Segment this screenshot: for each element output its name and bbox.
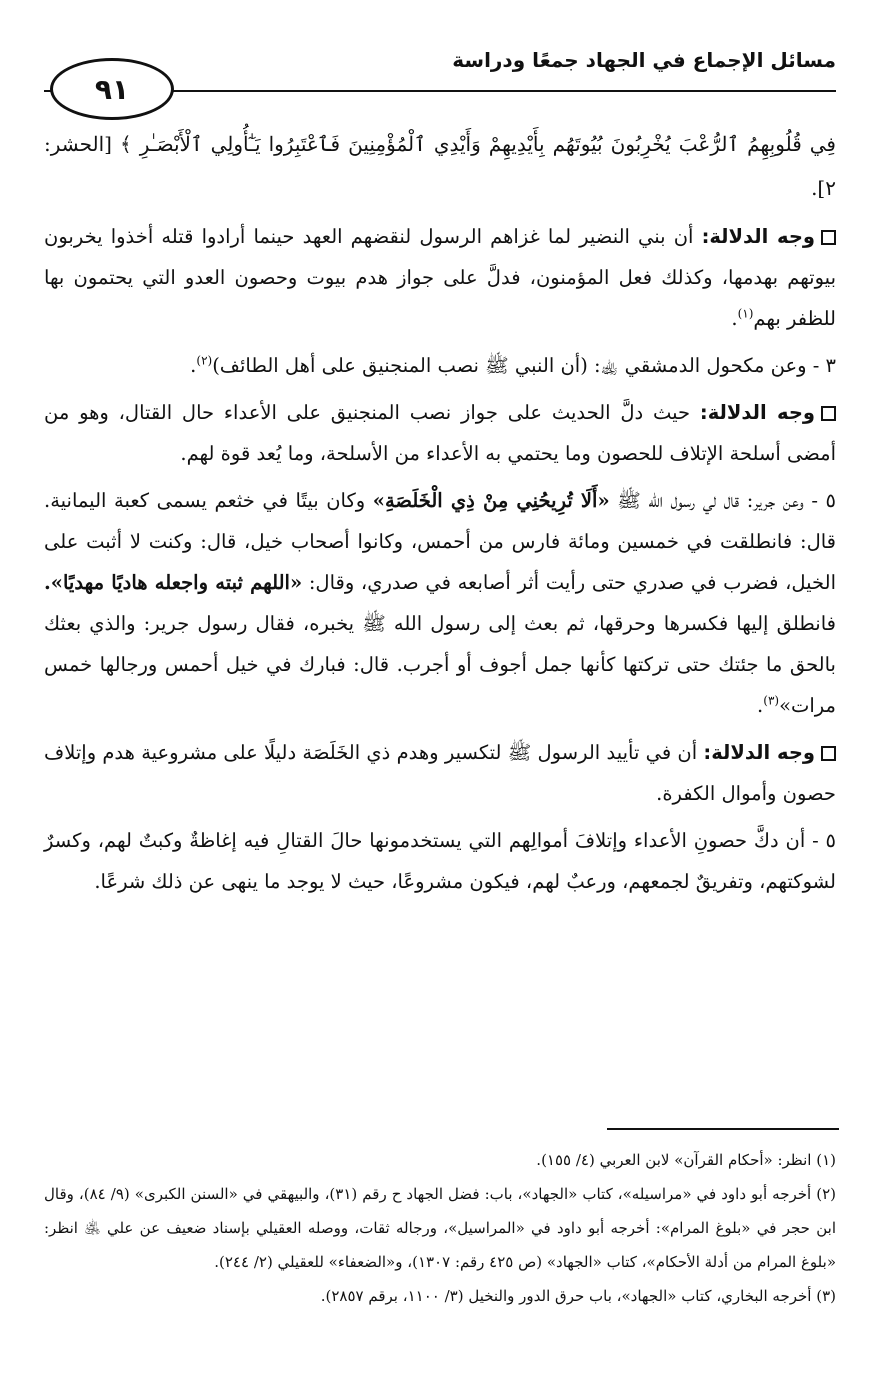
paragraph-text: ٣ - وعن مكحول الدمشقي ﵀: (أن النبي ﷺ نصب المنجنيق على أهل الطائف) bbox=[212, 354, 836, 377]
dalala-label: وجه الدلالة: bbox=[703, 741, 815, 764]
hadith-quote: «أَلَا تُرِيحُنِي مِنْ ذِي الْخَلَصَةِ» bbox=[372, 489, 610, 512]
footnote-ref: (٢) bbox=[196, 353, 213, 368]
paragraph-text: فانطلق إليها فكسرها وحرقها، ثم بعث إلى رسول الله ﷺ يخبره، فقال رسول جرير: والذي بعثك بالحق ما جئتك حتى تركتها كأنها جمل أجوف أو أجرب. قال: فبارك في خيل أحمس ورجالها خمس مرات» bbox=[44, 612, 836, 717]
paragraph-hadith-makhul bbox=[44, 345, 836, 386]
footnote-1: (١) انظر: «أحكام القرآن» لابن العربي (٤/ ١٥٥). bbox=[536, 1151, 836, 1169]
paragraph-text: ٥ - وعن جرير: قال لي رسول الله ﷺ bbox=[617, 489, 837, 512]
dalala-label: وجه الدلالة: bbox=[701, 225, 815, 248]
footnote-ref: (١) bbox=[737, 306, 754, 321]
footnotes bbox=[44, 1143, 836, 1313]
footnote-separator bbox=[607, 1128, 839, 1130]
hadith-quote: «اللهم ثبته واجعله هاديًا مهديًا». bbox=[44, 571, 303, 594]
paragraph-text: أن في تأييد الرسول ﷺ لتكسير وهدم ذي الخَلَصَة دليلًا على مشروعية هدم وإتلاف حصون وأموال الكفرة. bbox=[44, 741, 836, 805]
paragraph-dalala-1 bbox=[44, 216, 836, 339]
punctuation: . bbox=[190, 354, 197, 377]
paragraph-hadith-jarir bbox=[44, 480, 836, 726]
paragraph-dalala-2 bbox=[44, 392, 836, 474]
paragraph-dalala-3 bbox=[44, 732, 836, 814]
dalala-label: وجه الدلالة: bbox=[699, 401, 815, 424]
paragraph-text: أن بني النضير لما غزاهم الرسول لنقضهم العهد حينما أرادوا قتله أخذوا يخربون بيوتهم بهدمها، وكذلك فعل المؤمنون، فدلَّ على جواز هدم بيوت وحصون العدو التي يحتمون بها للظفر بهم bbox=[44, 225, 836, 330]
main-text bbox=[44, 122, 836, 908]
punctuation: . bbox=[731, 307, 738, 330]
paragraph-point-5: ٥ - أن دكَّ حصونِ الأعداء وإتلافَ أموالِهم التي يستخدمونها حالَ القتالِ فيه إغاظةٌ وكبتٌ لهم، وكسرٌ لشوكتهم، وتفريقٌ لجمعهم، ورعبٌ لهم، فيكون مشروعًا، حيث لا يوجد ما ينهى عن ذلك شرعًا. bbox=[44, 829, 836, 893]
box-icon bbox=[821, 406, 836, 421]
footnote-2: (٢) أخرجه أبو داود في «مراسيله»، كتاب «الجهاد»، باب: فضل الجهاد ح رقم (٣١)، والبيهقي في «السنن الكبرى» (٩/ ٨٤)، وقال ابن حجر في «بلوغ المرام»: أخرجه أبو داود في «المراسيل»، ورجاله ثقات، ووصله العقيلي بإسناد ضعيف عن علي ﵁ انظر: «بلوغ المرام من أدلة الأحكام»، كتاب «الجهاد» (ص ٤٢٥ رقم: ١٣٠٧)، و«الضعفاء» للعقيلي (٢/ ٢٤٤). bbox=[44, 1185, 836, 1271]
punctuation: . bbox=[757, 694, 764, 717]
footnote-ref: (٣) bbox=[763, 693, 780, 708]
paragraph-text: حيث دلَّ الحديث على جواز نصب المنجنيق على الأعداء حال القتال، وهو من أمضى أسلحة الإتلاف للحصون وما يحتمي به الأعداء من الأسلحة، وما يُعد قوة لهم. bbox=[44, 401, 836, 465]
box-icon bbox=[821, 230, 836, 245]
footnote-3: (٣) أخرجه البخاري، كتاب «الجهاد»، باب حرق الدور والنخيل (٣/ ١١٠٠، برقم ٢٨٥٧). bbox=[320, 1287, 836, 1305]
quran-verse: فِي قُلُوبِهِمُ ٱلرُّعْبَ يُخْرِبُونَ بُيُوتَهُم بِأَيْدِيهِمْ وَأَيْدِي ٱلْمُؤْمِنِينَ فَٱعْتَبِرُوا يَـٰٓأُولِي ٱلْأَبْصَـٰرِ ﴾ [الحشر: ٢]. bbox=[44, 132, 836, 200]
paragraph-text: وكان بيتًا في خثعم يسمى كعبة اليمانية. قال: فانطلقت في خمسين ومائة فارس من أحمس، وكانوا أصحاب خيل، قال: وكنت لا أثبت على الخيل، فضرب في صدري حتى رأيت أثر أصابعه في صدري، وقال: bbox=[44, 489, 836, 594]
page-number: ٩١ bbox=[50, 58, 174, 120]
page-header bbox=[44, 40, 836, 104]
running-title: مسائل الإجماع في الجهاد جمعًا ودراسة bbox=[452, 48, 836, 72]
box-icon bbox=[821, 746, 836, 761]
